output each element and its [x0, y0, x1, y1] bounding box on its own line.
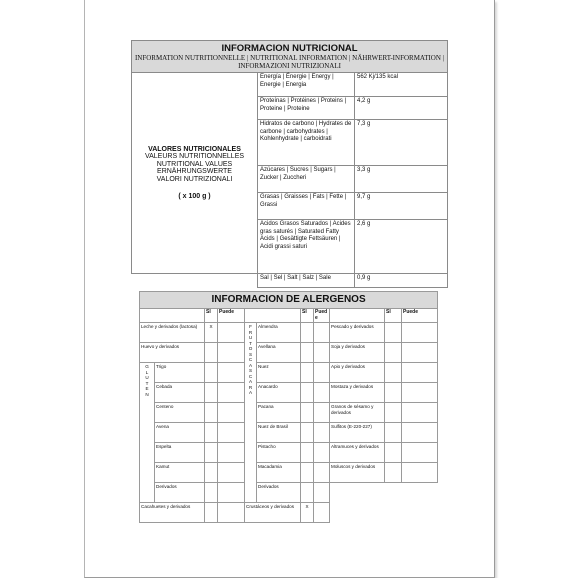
allergen-label: Pacana	[257, 403, 301, 423]
nutrition-subtitle: INFORMATION NUTRITIONNELLE | NUTRITIONAL INFORMATION | NÄHRWERT-INFORMATION | INFORMAZIONI NUTRIZIONALI	[134, 54, 445, 70]
allergen-si	[301, 403, 314, 423]
frutos-cascara-vertical-label	[245, 323, 257, 503]
allergen-label: Moluscos y derivados	[330, 463, 385, 483]
nutrient-value: 7,3 g	[355, 120, 448, 166]
allergen-si	[385, 463, 402, 483]
empty-cell	[132, 274, 258, 288]
allergen-si	[205, 443, 218, 463]
allergen-si: X	[301, 503, 314, 523]
nutrient-value: 562 Kj/135 kcal	[355, 73, 448, 97]
allergen-puede	[314, 503, 330, 523]
header-puede: Pued e	[314, 309, 330, 323]
allergen-label: Cacahuetes y derivados	[140, 503, 205, 523]
allergen-label: Centeno	[155, 403, 205, 423]
allergen-puede	[218, 503, 245, 523]
allergen-puede	[314, 363, 330, 383]
allergen-puede	[314, 383, 330, 403]
nutrient-value: 9,7 g	[355, 193, 448, 220]
allergen-puede	[402, 343, 438, 363]
allergen-puede	[402, 443, 438, 463]
allergen-label: Pescado y derivados	[330, 323, 385, 343]
allergen-si	[301, 483, 314, 503]
allergen-puede	[218, 363, 245, 383]
header-blank	[245, 309, 301, 323]
allergen-si	[385, 403, 402, 423]
nutrient-name: Acidos Grasos Saturados | Acides gras saturés | Saturated Fatty Acids | Gesättigte Fettsäuren | Acidi grassi saturi	[258, 220, 355, 274]
allergen-label: Espelta	[155, 443, 205, 463]
allergen-si: X	[205, 323, 218, 343]
allergen-si	[205, 503, 218, 523]
allergen-si	[205, 423, 218, 443]
allergen-puede	[402, 363, 438, 383]
allergen-label: Cebada	[155, 383, 205, 403]
allergen-label: Sulfitos (E-220-227)	[330, 423, 385, 443]
label-fr: VALEURS NUTRITIONNELLES	[144, 153, 245, 160]
allergen-puede	[218, 323, 245, 343]
nutrient-value: 4,2 g	[355, 97, 448, 120]
nutrition-table	[131, 40, 448, 288]
allergen-label: Avena	[155, 423, 205, 443]
header-blank	[140, 309, 205, 323]
allergen-label: Anacardo	[257, 383, 301, 403]
gluten-vertical-label	[140, 363, 155, 503]
empty-cell	[385, 483, 402, 503]
allergen-si	[301, 383, 314, 403]
allergen-si	[301, 343, 314, 363]
allergen-puede	[218, 423, 245, 443]
per-100g-label: ( x 100 g )	[178, 193, 211, 200]
gluten-letters: GLUTEN	[145, 364, 149, 397]
allergen-si	[301, 363, 314, 383]
frutos-letters: FRUTOS CASCARA	[248, 324, 253, 395]
allergen-title: INFORMACION DE ALERGENOS	[140, 292, 438, 309]
allergen-si	[385, 323, 402, 343]
empty-cell	[402, 503, 438, 523]
allergen-label: Derivados	[257, 483, 301, 503]
allergen-label: Crustáceos y derivados	[245, 503, 301, 523]
allergen-label: Granos de sésamo y derivados	[330, 403, 385, 423]
allergen-puede	[314, 463, 330, 483]
allergen-puede	[218, 403, 245, 423]
nutrient-name: Grasas | Graisses | Fats | Fette | Grassi	[258, 193, 355, 220]
allergen-puede	[402, 403, 438, 423]
allergen-label: Avellana	[257, 343, 301, 363]
allergen-label: Altramuces y derivados	[330, 443, 385, 463]
allergen-si	[205, 363, 218, 383]
allergen-label: Huevo y derivados	[140, 343, 205, 363]
allergen-puede	[218, 443, 245, 463]
allergen-si	[205, 463, 218, 483]
allergen-si	[385, 363, 402, 383]
allergen-si	[205, 483, 218, 503]
nutrient-name: Proteínas | Protéines | Proteins | Proteine | Proteine	[258, 97, 355, 120]
allergen-si	[205, 343, 218, 363]
header-si: SI	[301, 309, 314, 323]
allergen-si	[301, 443, 314, 463]
allergen-label: Mostaza y derivados	[330, 383, 385, 403]
header-puede: Puede	[218, 309, 245, 323]
allergen-puede	[314, 483, 330, 503]
allergen-si	[205, 403, 218, 423]
allergen-puede	[402, 423, 438, 443]
allergen-si	[385, 443, 402, 463]
header-si: SI	[205, 309, 218, 323]
allergen-si	[301, 423, 314, 443]
nutrition-values-label	[132, 73, 258, 274]
allergen-label: Nuez de Brasil	[257, 423, 301, 443]
allergen-puede	[402, 323, 438, 343]
allergen-label: Soja y derivados	[330, 343, 385, 363]
allergen-si	[301, 323, 314, 343]
header-puede: Puede	[402, 309, 438, 323]
nutrient-value: 2,6 g	[355, 220, 448, 274]
allergen-label: Macadamia	[257, 463, 301, 483]
allergen-puede	[314, 443, 330, 463]
nutrient-name: Sal | Sel | Salt | Salz | Sale	[258, 274, 355, 288]
allergen-puede	[218, 463, 245, 483]
allergen-puede	[314, 323, 330, 343]
allergen-label: Apio y derivados	[330, 363, 385, 383]
nutrient-value: 3,3 g	[355, 166, 448, 193]
allergen-table	[139, 291, 438, 523]
allergen-si	[385, 383, 402, 403]
nutrient-name: Hidratos de carbono | Hydrates de carbone | carbohydrates | Kohlenhydrate | carboidrati	[258, 120, 355, 166]
allergen-label: Derivados	[155, 483, 205, 503]
allergen-puede	[402, 463, 438, 483]
nutrient-value: 0,9 g	[355, 274, 448, 288]
nutrient-name: Azúcares | Sucres | Sugars | Zucker | Zuccheri	[258, 166, 355, 193]
empty-cell	[402, 483, 438, 503]
allergen-si	[301, 463, 314, 483]
allergen-si	[385, 423, 402, 443]
allergen-label: Almendra	[257, 323, 301, 343]
label-en: NUTRITIONAL VALUES	[156, 160, 233, 168]
empty-cell	[330, 503, 385, 523]
header-blank	[330, 309, 385, 323]
nutrition-header	[132, 41, 448, 73]
allergen-si	[385, 343, 402, 363]
allergen-puede	[218, 383, 245, 403]
empty-cell	[330, 483, 385, 503]
allergen-puede	[314, 403, 330, 423]
allergen-label: Kamut	[155, 463, 205, 483]
allergen-puede	[314, 343, 330, 363]
label-it: VALORI NUTRIZIONALI	[156, 175, 233, 183]
empty-cell	[385, 503, 402, 523]
allergen-puede	[402, 383, 438, 403]
label-de: ERNÄHRUNGSWERTE	[157, 168, 232, 175]
allergen-label: Nuez	[257, 363, 301, 383]
allergen-label: Leche y derivados (lactosa)	[140, 323, 205, 343]
allergen-puede	[218, 343, 245, 363]
nutrient-name: Energía | Énergie | Energy | Energie | Energia	[258, 73, 355, 97]
allergen-si	[205, 383, 218, 403]
allergen-puede	[314, 423, 330, 443]
allergen-label: Pistacho	[257, 443, 301, 463]
header-si: SI	[385, 309, 402, 323]
allergen-label: Trigo	[155, 363, 205, 383]
document-page	[84, 0, 495, 578]
nutrition-title: INFORMACION NUTRICIONAL	[221, 43, 358, 54]
allergen-puede	[218, 483, 245, 503]
label-es: VALORES NUTRICIONALES	[148, 145, 241, 153]
